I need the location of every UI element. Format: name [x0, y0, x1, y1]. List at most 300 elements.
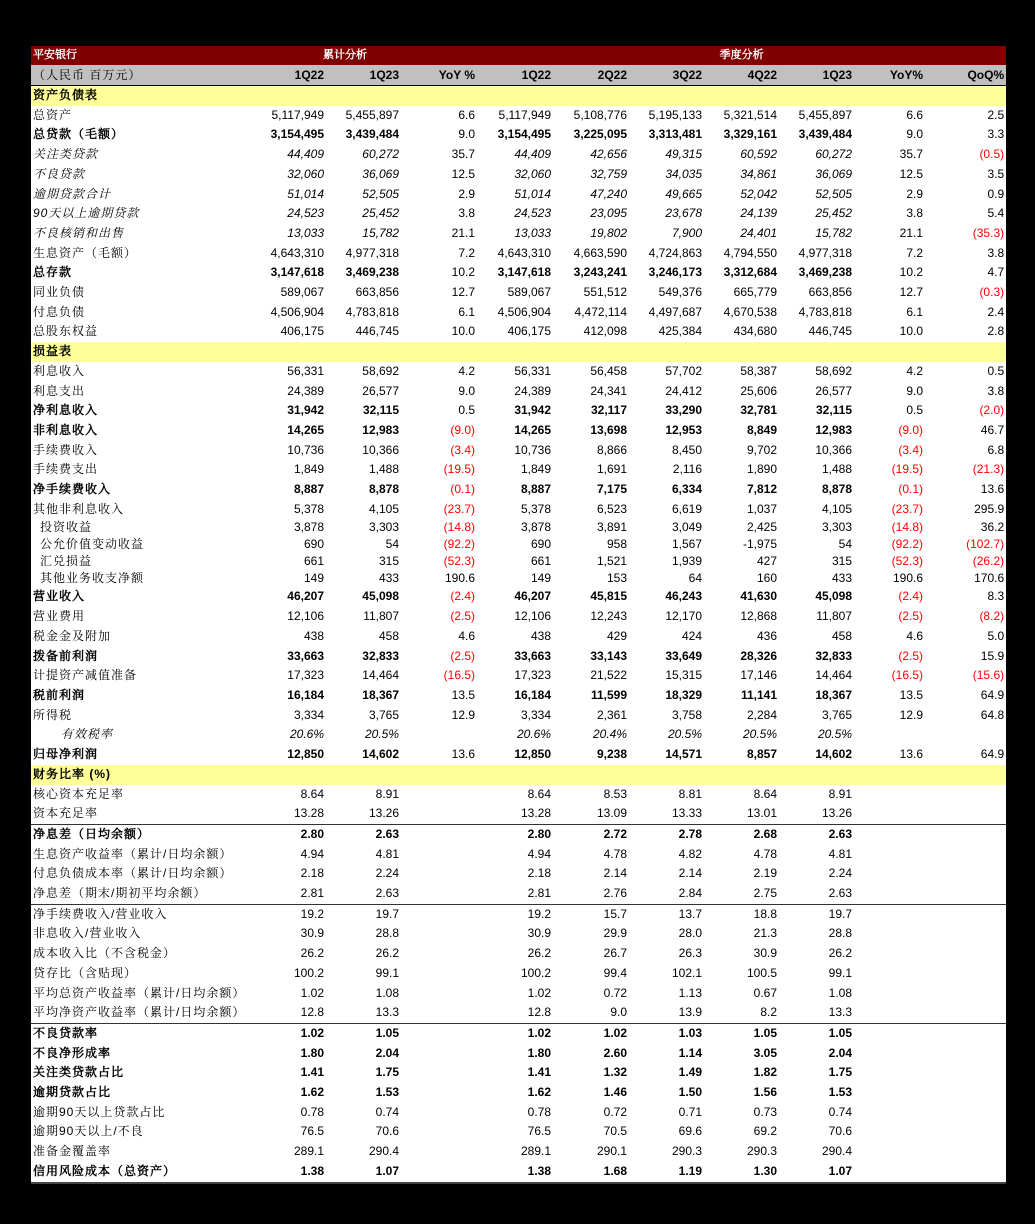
cell-q-3q22: 7,900: [672, 225, 703, 240]
row-label: 计提资产减值准备: [33, 668, 138, 683]
cell-q-2q22: 4,472,114: [574, 304, 628, 319]
cell-cum-yoy: 3.8: [458, 206, 476, 221]
cell-q-3q22: 6,334: [672, 482, 703, 497]
cell-cum-1q22: 8.64: [300, 786, 324, 801]
cell-cum-yoy: [401, 1103, 477, 1123]
cell-cum-1q23: 18,367: [362, 687, 399, 702]
cell-q-4q22: 290.3: [747, 1144, 778, 1159]
cell-cum-yoy: 9.0: [458, 127, 476, 142]
cell-q-1q22: 32,060: [514, 166, 552, 181]
cell-q-yoy: 6.1: [906, 304, 924, 319]
cell-q-1q23: 4,105: [822, 501, 853, 516]
cell-cum-1q23: 99.1: [375, 965, 399, 980]
cell-q-1q23: 433: [832, 571, 853, 586]
cell-q-1q22: 1.02: [527, 985, 552, 1000]
cell-q-qoq: [925, 884, 1006, 904]
cell-cum-1q22: 17,323: [287, 668, 324, 683]
cell-q-2q22: 0.72: [603, 985, 628, 1000]
cell-q-2q22: 29.9: [603, 926, 628, 941]
table-row: [31, 165, 1006, 185]
cell-q-3q22: 5,195,133: [648, 107, 703, 122]
cell-cum-1q23: 433: [378, 571, 399, 586]
cell-q-2q22: 45,815: [590, 589, 628, 604]
cell-q-1q22: 13.28: [521, 806, 552, 821]
cell-cum-1q23: 45,098: [362, 589, 399, 604]
table-row: [31, 804, 1006, 824]
cell-q-2q22: 32,117: [590, 403, 628, 418]
cell-cum-1q23: 446,745: [355, 324, 399, 339]
cell-q-qoq: [925, 1063, 1006, 1083]
table-row: [31, 944, 1006, 964]
cell-q-qoq: 2.8: [987, 324, 1005, 339]
cell-q-2q22: 2,361: [597, 707, 628, 722]
cell-cum-1q22: 76.5: [300, 1124, 324, 1139]
cell-q-yoy: [854, 1122, 925, 1142]
cell-q-1q23: 1.53: [828, 1085, 853, 1100]
cell-q-4q22: 30.9: [753, 946, 778, 961]
table-row: [31, 984, 1006, 1004]
table-row: [31, 460, 1006, 480]
cell-q-qoq: 2.5: [987, 107, 1005, 122]
cell-q-yoy: [854, 964, 925, 984]
table-row: [31, 401, 1006, 421]
cell-q-1q23: 290.4: [822, 1144, 853, 1159]
cell-q-yoy: (3.4): [898, 442, 924, 457]
cell-q-3q22: 13.7: [629, 904, 704, 924]
cell-cum-1q23: 4,977,318: [345, 245, 399, 260]
cumulative-group-header: 累计分析: [251, 46, 477, 65]
cell-q-yoy: (2.4): [898, 589, 924, 604]
table-row: [31, 362, 1006, 382]
cell-q-qoq: [925, 824, 1006, 844]
cell-q-1q22: 16,184: [514, 687, 552, 702]
cell-q-1q23: 25,452: [815, 206, 853, 221]
cell-cum-1q22: 438: [303, 628, 324, 643]
cell-q-4q22: 60,592: [740, 147, 778, 162]
cell-cum-1q23: 15,782: [362, 225, 399, 240]
cell-cum-1q22: 2.18: [300, 866, 324, 881]
cell-q-3q22: 26.3: [678, 946, 703, 961]
row-label: 逾期90天以上/不良: [33, 1124, 144, 1139]
cell-q-4q22: 160: [757, 571, 778, 586]
cell-q-2q22: 3,891: [597, 520, 628, 535]
cell-q-4q22: 41,630: [740, 589, 778, 604]
cell-q-1q22: 661: [531, 554, 552, 569]
cell-q-3q22: 15,315: [665, 668, 703, 683]
table-row: [31, 627, 1006, 647]
table-row: [31, 706, 1006, 726]
cell-q-1q22: 4.94: [527, 846, 552, 861]
cell-q-1q23: 3,439,484: [798, 127, 853, 142]
cell-cum-1q23: 26,577: [362, 383, 399, 398]
cell-cum-yoy: (0.1): [450, 482, 476, 497]
cell-q-1q22: 24,389: [514, 383, 552, 398]
cell-q-4q22: 28,326: [740, 648, 778, 663]
cell-q-yoy: [854, 1023, 925, 1043]
table-row: [31, 607, 1006, 627]
cell-cum-1q22: 661: [303, 554, 324, 569]
row-label: 手续费收入: [33, 442, 99, 457]
cell-cum-yoy: 4.2: [458, 363, 476, 378]
cell-q-4q22: 25,606: [740, 383, 778, 398]
cell-q-3q22: 2.78: [629, 824, 704, 844]
cell-q-yoy: [854, 725, 925, 745]
cell-cum-1q23: 13.26: [368, 806, 399, 821]
cell-q-2q22: 5,108,776: [573, 107, 628, 122]
cell-q-3q22: 425,384: [658, 324, 703, 339]
cell-q-qoq: [925, 984, 1006, 1004]
cell-q-2q22: 551,512: [583, 285, 628, 300]
cell-q-1q23: 11,807: [816, 609, 853, 624]
cell-cum-1q23: 10,366: [362, 442, 399, 457]
cell-q-4q22: 24,139: [740, 206, 778, 221]
cell-q-1q23: 14,602: [815, 747, 853, 762]
table-row: [31, 647, 1006, 667]
cell-q-4q22: 1.82: [753, 1065, 778, 1080]
cell-q-3q22: 3,313,481: [648, 127, 703, 142]
section-title: 财务比率 (%): [31, 765, 1006, 785]
cell-q-qoq: 36.2: [980, 520, 1005, 535]
cell-q-1q22: 44,409: [514, 147, 552, 162]
cell-q-3q22: 290.3: [672, 1144, 703, 1159]
table-row: [31, 224, 1006, 244]
cell-q-yoy: [854, 1103, 925, 1123]
row-label: 逾期90天以上贷款占比: [33, 1104, 166, 1119]
cell-q-yoy: (14.8): [891, 520, 924, 535]
cell-q-1q22: 0.78: [527, 1104, 552, 1119]
row-label: 付息负债: [33, 304, 86, 319]
cell-q-4q22: 665,779: [733, 285, 778, 300]
cell-q-3q22: 2,116: [672, 462, 703, 477]
cell-q-qoq: 3.8: [987, 383, 1005, 398]
cell-q-3q22: 2.84: [678, 886, 703, 901]
cell-q-3q22: 33,290: [665, 403, 703, 418]
cell-q-1q23: 13.3: [828, 1005, 853, 1020]
cell-q-yoy: [854, 785, 925, 805]
row-label: 总资产: [33, 107, 73, 122]
cell-q-yoy: 7.2: [906, 245, 924, 260]
table-row: [31, 283, 1006, 303]
row-label: 总股东权益: [33, 324, 99, 339]
cell-cum-yoy: 13.6: [451, 747, 476, 762]
cell-q-1q23: 13.26: [822, 806, 853, 821]
cell-cum-yoy: 21.1: [451, 225, 476, 240]
cell-q-2q22: 153: [607, 571, 628, 586]
cell-q-4q22: 20.5%: [743, 727, 778, 742]
row-label: 营业费用: [33, 609, 86, 624]
table-row: [31, 263, 1006, 283]
cell-q-yoy: [854, 984, 925, 1004]
cell-q-4q22: 1.56: [753, 1085, 778, 1100]
cell-cum-yoy: [401, 1044, 477, 1064]
cell-q-2q22: 33,143: [590, 648, 628, 663]
cell-q-3q22: 6,619: [672, 501, 703, 516]
cell-cum-1q23: 25,452: [362, 206, 399, 221]
cell-q-4q22: 8,857: [747, 747, 778, 762]
cell-q-qoq: [925, 1044, 1006, 1064]
cell-q-qoq: (8.2): [979, 609, 1005, 624]
cell-cum-yoy: 7.2: [458, 245, 476, 260]
table-row: [31, 824, 1006, 844]
cell-q-3q22: 28.0: [678, 926, 703, 941]
cell-q-1q22: 8,887: [521, 482, 552, 497]
cell-q-1q22: 4,506,904: [497, 304, 552, 319]
cell-q-4q22: 3.05: [753, 1045, 778, 1060]
cell-q-1q23: 458: [832, 628, 853, 643]
cell-q-1q23: 4,783,818: [798, 304, 853, 319]
cell-cum-1q22: 26.2: [300, 946, 324, 961]
cell-q-2q22: 13.09: [597, 806, 628, 821]
table-row: [31, 785, 1006, 805]
cell-q-yoy: 4.2: [906, 363, 924, 378]
cell-q-qoq: [925, 804, 1006, 824]
cell-q-yoy: 6.6: [906, 107, 924, 122]
cell-q-yoy: (92.2): [891, 537, 924, 552]
cell-q-1q23: 12,983: [815, 422, 853, 437]
cell-q-qoq: [925, 1103, 1006, 1123]
cell-q-1q23: 0.74: [828, 1104, 853, 1119]
cell-q-4q22: 427: [757, 554, 778, 569]
col-header-q-1q22: 1Q22: [477, 65, 553, 86]
cell-q-qoq: [925, 1142, 1006, 1162]
cell-q-1q23: 60,272: [815, 147, 853, 162]
cell-q-1q23: 5,455,897: [798, 107, 853, 122]
cell-cum-yoy: [401, 884, 477, 904]
cell-q-1q23: 3,765: [822, 707, 853, 722]
col-header-cum-1q23: 1Q23: [326, 65, 401, 86]
cell-q-yoy: 12.9: [899, 707, 924, 722]
cell-cum-yoy: 4.6: [458, 628, 476, 643]
row-label: 利息支出: [33, 383, 86, 398]
cell-cum-yoy: [401, 824, 477, 844]
cell-q-yoy: [854, 1083, 925, 1103]
col-header-cum-1q22: 1Q22: [251, 65, 326, 86]
cell-q-4q22: 32,781: [740, 403, 778, 418]
table-row: [31, 725, 1006, 745]
cell-q-1q23: 18,367: [815, 687, 853, 702]
cell-q-1q22: 12,850: [514, 747, 552, 762]
cell-q-3q22: 12,170: [665, 609, 703, 624]
cell-q-2q22: 9,238: [597, 747, 628, 762]
cell-q-4q22: 12,868: [740, 609, 778, 624]
cell-cum-1q22: 1.62: [300, 1085, 324, 1100]
cell-q-qoq: 46.7: [980, 422, 1005, 437]
cell-q-qoq: 8.3: [987, 589, 1005, 604]
cell-q-3q22: 549,376: [658, 285, 703, 300]
table-row: [31, 1142, 1006, 1162]
cell-q-2q22: 2.60: [603, 1045, 628, 1060]
cell-q-qoq: (21.3): [972, 462, 1005, 477]
cell-q-qoq: [925, 904, 1006, 924]
cell-q-yoy: [854, 924, 925, 944]
cell-q-qoq: 5.4: [987, 206, 1005, 221]
cell-cum-1q23: 3,765: [368, 707, 399, 722]
cell-q-yoy: 3.8: [906, 206, 924, 221]
cell-q-3q22: 2.14: [678, 866, 703, 881]
cell-q-3q22: 3,246,173: [648, 265, 703, 280]
cell-q-2q22: 12,243: [590, 609, 628, 624]
cell-q-2q22: 1.46: [603, 1085, 628, 1100]
cell-q-4q22: 2,284: [747, 707, 778, 722]
cell-q-3q22: 1.14: [678, 1045, 703, 1060]
cell-q-1q22: 1.80: [527, 1045, 552, 1060]
cell-q-2q22: 958: [607, 537, 628, 552]
cell-cum-1q23: 36,069: [362, 166, 399, 181]
cell-q-1q22: 438: [531, 628, 552, 643]
cell-q-1q22: 1.62: [527, 1085, 552, 1100]
col-header-q-yoy: YoY%: [854, 65, 925, 86]
cell-q-yoy: 35.7: [899, 147, 924, 162]
cell-q-1q23: 32,115: [815, 403, 853, 418]
cell-q-3q22: 20.5%: [668, 727, 703, 742]
cell-q-3q22: 4,724,863: [648, 245, 703, 260]
cell-q-4q22: 24,401: [740, 225, 778, 240]
cell-cum-1q23: 13.3: [375, 1005, 399, 1020]
cell-q-1q22: 51,014: [514, 186, 552, 201]
cell-q-4q22: 1,890: [747, 462, 778, 477]
row-label: 利息收入: [33, 363, 86, 378]
cell-cum-1q22: 1,849: [293, 462, 324, 477]
cell-cum-yoy: [401, 1162, 477, 1183]
cell-q-1q22: 2.18: [527, 866, 552, 881]
cell-q-yoy: (9.0): [898, 422, 924, 437]
cell-q-qoq: [925, 1122, 1006, 1142]
cell-cum-1q22: 13.28: [293, 806, 324, 821]
cell-cum-yoy: 12.5: [451, 166, 476, 181]
cell-q-1q23: 10,366: [815, 442, 853, 457]
cell-q-3q22: 33,649: [665, 648, 703, 663]
cell-q-qoq: 4.7: [987, 265, 1005, 280]
cell-q-1q23: 52,505: [815, 186, 853, 201]
cell-q-3q22: 3,758: [672, 707, 703, 722]
table-row: [31, 1083, 1006, 1103]
cell-cum-1q22: 13,033: [287, 225, 324, 240]
cell-q-4q22: 4,670,538: [723, 304, 778, 319]
cell-cum-yoy: 0.5: [458, 403, 476, 418]
table-row: [31, 145, 1006, 165]
cell-q-1q23: 15,782: [815, 225, 853, 240]
cell-cum-1q23: 3,303: [368, 520, 399, 535]
cell-q-2q22: 290.1: [597, 1144, 628, 1159]
cell-cum-1q22: 30.9: [300, 926, 324, 941]
cell-cum-1q22: 14,265: [287, 422, 324, 437]
cell-q-2q22: 32,759: [590, 166, 628, 181]
table-row: [31, 500, 1006, 520]
cell-q-1q22: 56,331: [514, 363, 552, 378]
cell-q-1q23: 36,069: [815, 166, 853, 181]
cell-q-1q22: 5,117,949: [498, 107, 552, 122]
cell-q-2q22: 47,240: [590, 186, 628, 201]
table-row: [31, 570, 1006, 587]
cell-cum-1q23: 2.63: [375, 886, 399, 901]
cell-q-2q22: 56,458: [590, 363, 628, 378]
cell-q-1q23: 58,692: [815, 363, 853, 378]
cell-q-4q22: 436: [757, 628, 778, 643]
cell-q-3q22: 0.71: [678, 1104, 703, 1119]
cell-q-1q22: 4,643,310: [497, 245, 552, 260]
cell-q-yoy: 21.1: [899, 225, 924, 240]
row-label: 汇兑损益: [40, 554, 93, 569]
cell-cum-1q22: 3,334: [293, 707, 324, 722]
cell-q-3q22: 1,567: [672, 537, 703, 552]
row-label: 不良贷款: [33, 166, 86, 181]
cell-q-qoq: (35.3): [972, 225, 1005, 240]
cell-cum-yoy: 10.0: [451, 324, 476, 339]
cell-q-1q22: 690: [531, 537, 552, 552]
cell-cum-1q23: 11,807: [363, 609, 399, 624]
cell-cum-1q22: 289.1: [293, 1144, 324, 1159]
cell-cum-1q23: 5,455,897: [345, 107, 399, 122]
cell-q-2q22: 2.76: [603, 886, 628, 901]
cell-cum-1q23: 12,983: [362, 422, 399, 437]
row-label: 准备金覆盖率: [33, 1144, 112, 1159]
cell-q-yoy: [854, 804, 925, 824]
cell-q-4q22: 434,680: [733, 324, 778, 339]
cell-q-1q22: 5,378: [521, 501, 552, 516]
cell-q-yoy: [854, 845, 925, 865]
cell-q-3q22: 46,243: [665, 589, 703, 604]
quarterly-group-header: 季度分析: [477, 46, 1006, 65]
cell-cum-1q22: 5,117,949: [271, 107, 324, 122]
cell-cum-1q22: 12,106: [287, 609, 324, 624]
cell-q-4q22: 7,812: [747, 482, 778, 497]
cell-q-1q22: 2.81: [527, 886, 552, 901]
cell-q-yoy: 0.5: [906, 403, 924, 418]
table-row: [31, 1023, 1006, 1043]
row-label: 逾期贷款占比: [33, 1085, 112, 1100]
section-title: 损益表: [31, 342, 1006, 362]
cell-q-1q23: 3,303: [822, 520, 853, 535]
cell-cum-1q23: 3,439,484: [345, 127, 399, 142]
cell-q-1q23: 45,098: [815, 589, 853, 604]
cell-q-yoy: 4.6: [906, 628, 924, 643]
cell-q-yoy: 12.7: [899, 285, 924, 300]
cell-cum-1q22: 5,378: [293, 501, 324, 516]
table-row: [31, 686, 1006, 706]
col-header-cum-yoy: YoY %: [401, 65, 477, 86]
table-row: [31, 1103, 1006, 1123]
cell-q-qoq: [925, 1003, 1006, 1023]
cell-q-1q22: 12.8: [527, 1005, 552, 1020]
row-label: 不良核销和出售: [33, 225, 125, 240]
table-row: [31, 1063, 1006, 1083]
cell-cum-1q23: 1,488: [368, 462, 399, 477]
cell-cum-1q22: 100.2: [293, 965, 324, 980]
cell-cum-1q22: 1.41: [300, 1065, 324, 1080]
cell-q-qoq: (0.3): [979, 285, 1005, 300]
cell-cum-1q22: 24,523: [287, 206, 324, 221]
cell-cum-yoy: [401, 1083, 477, 1103]
cell-q-2q22: 19,802: [590, 225, 628, 240]
cell-q-yoy: 190.6: [893, 571, 924, 586]
cell-q-2q22: 6,523: [597, 501, 628, 516]
cell-cum-yoy: 9.0: [458, 383, 476, 398]
cell-cum-1q23: 54: [385, 537, 399, 552]
financial-table: [31, 46, 1006, 1184]
cell-q-3q22: 69.6: [678, 1124, 703, 1139]
cell-q-4q22: 17,146: [740, 668, 778, 683]
cell-q-1q22: 31,942: [514, 403, 552, 418]
cell-q-3q22: 13.33: [672, 806, 703, 821]
row-label: 净手续费收入/营业收入: [31, 904, 251, 924]
cell-cum-yoy: (19.5): [443, 462, 476, 477]
cell-cum-1q23: 2.63: [326, 824, 401, 844]
cell-q-3q22: 49,665: [665, 186, 703, 201]
row-label: 净利息收入: [33, 403, 99, 418]
cell-q-4q22: 69.2: [753, 1124, 778, 1139]
cell-q-1q23: 20.5%: [818, 727, 853, 742]
table-row: [31, 845, 1006, 865]
